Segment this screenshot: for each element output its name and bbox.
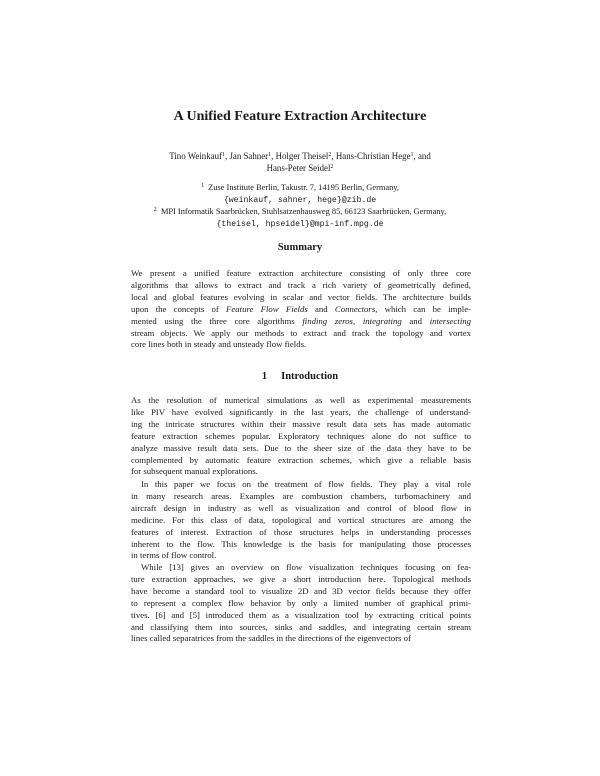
- affiliation-mark: 2: [153, 207, 157, 213]
- text-line: inherent to the flow. This knowledge is the basis for manipulating those processes: [131, 538, 471, 549]
- text-line: lines called separatrices from the saddles in the directions of the eigenvectors of: [131, 633, 411, 644]
- affiliation-2-email: [60, 218, 540, 231]
- text-line: in terms of flow control.: [131, 550, 217, 561]
- author-conjunction: and: [417, 151, 431, 161]
- text-line: stream objects. We apply our methods to extract and track the topology and vortex: [131, 327, 471, 338]
- affiliation-2: [60, 206, 540, 218]
- author-name: Tino Weinkauf: [169, 151, 222, 161]
- text-line: algorithms that allows to extract and track a rich variety of geometrically defined,: [131, 279, 471, 290]
- text-line: aircraft design in industry as well as visualization and control of blood flow in: [131, 502, 471, 513]
- text-line: tives. [6] and [5] introduced them as a visualization tool by extracting critical points: [131, 609, 471, 620]
- text-line: ing the intricate structures within their massive result data sets has made automatic: [131, 418, 471, 429]
- text-line: medicine. For this class of data, topological and vortical structures are among the: [131, 514, 471, 525]
- affiliation-mark: 1: [200, 183, 204, 189]
- text-line: like PIV have evolved significantly in the last years, the challenge of understand-: [131, 406, 471, 417]
- paper-title: A Unified Feature Extraction Architecture: [173, 109, 427, 124]
- author-line-2: [100, 162, 500, 174]
- affiliation-text: Zuse Institute Berlin, Takustr. 7, 14195 Berlin, Germany,: [208, 183, 400, 192]
- text-line: complemented by automatic feature extraction schemes, which give a reliable basis: [131, 454, 471, 465]
- text-line: for subsequent manual explorations.: [131, 466, 258, 477]
- intro-paragraph-1: [131, 395, 471, 478]
- affiliations: [60, 182, 540, 230]
- text-line: feature extraction schemes popular. Exploratory techniques alone do not suffice to: [131, 430, 471, 441]
- author-name: Jan Sahner: [229, 151, 269, 161]
- text-line: mented using the three core algorithms finding zeros, integrating and intersecting: [131, 315, 471, 326]
- author-line-1: Tino Weinkauf$^1$, Jan Sahner$^1$, Holger Theisel$^2$, Hans-Christian Hege$^1$, and: [169, 151, 431, 161]
- summary-heading: Summary: [277, 242, 323, 253]
- summary-paragraph: [131, 268, 471, 351]
- affiliation-mark: 2: [328, 152, 332, 158]
- email-text: {weinkauf, sahner, hege}@zib.de: [223, 195, 377, 205]
- text-line: analyze massive result data sets. Due to the sheer size of the data they have to be: [131, 442, 471, 453]
- section-title: Introduction: [281, 371, 339, 382]
- text-line: and classifying them into sources, sinks and saddles, and integrating certain stream: [131, 621, 471, 632]
- affiliation-text: MPI Informatik Saarbrücken, Stuhlsatzenhausweg 85, 66123 Saarbrücken, Germany,: [160, 207, 447, 216]
- introduction-heading: [0, 370, 600, 384]
- affiliation-1-email: [60, 194, 540, 207]
- author-name: Hans-Peter Seidel: [266, 163, 331, 173]
- text-line: We present a unified feature extraction architecture consisting of only three core: [131, 268, 471, 278]
- email-text: {theisel, hpseidel}@mpi-inf.mpg.de: [216, 219, 384, 229]
- intro-paragraph-2: [131, 479, 471, 562]
- text-line: ture extraction approaches, we give a short introduction here. Topological methods: [131, 573, 471, 584]
- text-line: While [13] gives an overview on flow visualization techniques focusing on fea-: [141, 562, 471, 572]
- text-line: in many research areas. Examples are combustion chambers, turbomachinery and: [131, 490, 471, 501]
- affiliation-mark: 1: [222, 152, 225, 158]
- text-line: As the resolution of numerical simulations as well as experimental measurements: [131, 395, 471, 405]
- text-line: have become a standard tool to visualize 2D and 3D vector fields because they offer: [131, 585, 471, 596]
- text-line: features of interest. Extraction of those structures helps in understanding processes: [131, 526, 471, 537]
- author-name: Hans-Christian Hege: [335, 151, 411, 161]
- text-line: local and global features evolving in scalar and vector fields. The architecture builds: [131, 291, 471, 302]
- affiliation-mark: 1: [410, 152, 414, 158]
- intro-paragraph-3: [131, 562, 471, 645]
- text-line: to represent a complex flow behavior by only a limited number of graphical primi-: [131, 597, 471, 608]
- text-line: upon the concepts of Feature Flow Fields and Connectors, which can be imple-: [131, 303, 471, 314]
- author-name: Holger Theisel: [275, 151, 329, 161]
- section-number: 1: [261, 371, 268, 382]
- affiliation-mark: 1: [268, 152, 272, 158]
- author-block: [100, 150, 500, 174]
- text-line: core lines both in steady and unsteady flow fields.: [131, 339, 307, 350]
- affiliation-mark: 2: [330, 164, 334, 170]
- affiliation-1: [60, 182, 540, 194]
- text-line: In this paper we focus on the treatment of flow fields. They play a vital role: [141, 479, 471, 489]
